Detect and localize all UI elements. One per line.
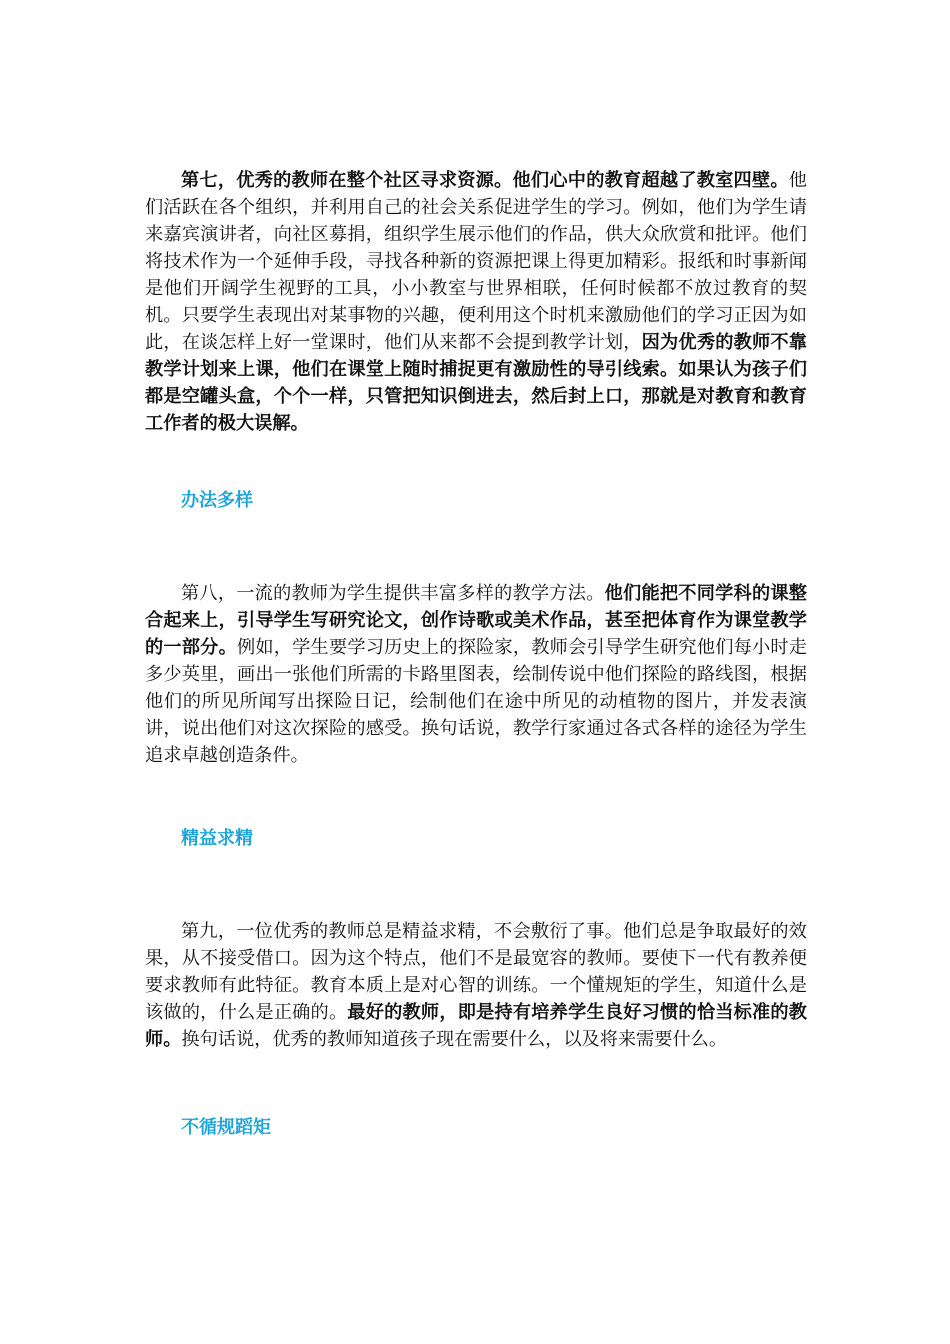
section-heading-excellence: 精益求精 xyxy=(181,828,253,849)
section-heading-methods: 办法多样 xyxy=(181,490,253,511)
paragraph-ninth-text-1: 第九，一位优秀的教师总是精益求精，不会敷衍了事。他们总是争取最好的效果，从不接受借口。因为这个特点，他们不是最宽容的教师。要使下一代有教养便要求教师有此特征。教育本质上是对心智的训练。一个懂规矩的学生，知道什么是该做的，什么是正确的。 xyxy=(145,921,807,1023)
paragraph-eighth-bold-2: 他们能把不同学科的课整合起来上，引导学生写研究论文，创作诗歌或美术作品，甚至把体育作为课堂教学的一部分。 xyxy=(145,583,807,658)
paragraph-seventh-text-2: 他们活跃在各个组织，并利用自己的社会关系促进学生的学习。例如，他们为学生请来嘉宾演讲者，向社区募捐，组织学生展示他们的作品，供大众欣赏和批评。他们将技术作为一个延伸手段，寻找各种新的资源把课上得更加精彩。报纸和时事新闻是他们开阔学生视野的工具，小小教室与世界相联，任何时候都不放过教育的契机。只要学生表现出对某事物的兴趣，便利用这个时机来激励他们的学习正因为如此，在谈怎样上好一堂课时，他们从来都不会提到教学计划， xyxy=(145,170,807,353)
paragraph-seventh-bold-3: 因为优秀的教师不靠教学计划来上课，他们在课堂上随时捕捉更有激励性的导引线索。如果认为孩子们都是空罐头盒，个个一样，只管把知识倒进去，然后封上口，那就是对教育和教育工作者的极大误解。 xyxy=(145,332,807,434)
paragraph-seventh xyxy=(145,167,807,437)
section-heading-unconventional: 不循规蹈矩 xyxy=(181,1117,271,1138)
paragraph-ninth xyxy=(145,918,807,1053)
paragraph-ninth-bold-2: 最好的教师，即是持有培养学生良好习惯的恰当标准的教师。 xyxy=(145,1002,807,1050)
paragraph-eighth-text-3: 例如，学生要学习历史上的探险家，教师会引导学生研究他们每小时走多少英里，画出一张他们所需的卡路里图表，绘制传说中他们探险的路线图，根据他们的所见所闻写出探险日记，绘制他们在途中所见的动植物的图片，并发表演讲，说出他们对这次探险的感受。换句话说，教学行家通过各式各样的途径为学生追求卓越创造条件。 xyxy=(145,637,807,766)
paragraph-ninth-text-3: 换句话说，优秀的教师知道孩子现在需要什么，以及将来需要什么。 xyxy=(181,1029,728,1050)
paragraph-seventh-bold-1: 第七，优秀的教师在整个社区寻求资源。他们心中的教育超越了教室四壁。 xyxy=(181,170,789,191)
paragraph-eighth xyxy=(145,580,807,769)
paragraph-eighth-text-1: 第八，一流的教师为学生提供丰富多样的教学方法。 xyxy=(181,583,605,604)
